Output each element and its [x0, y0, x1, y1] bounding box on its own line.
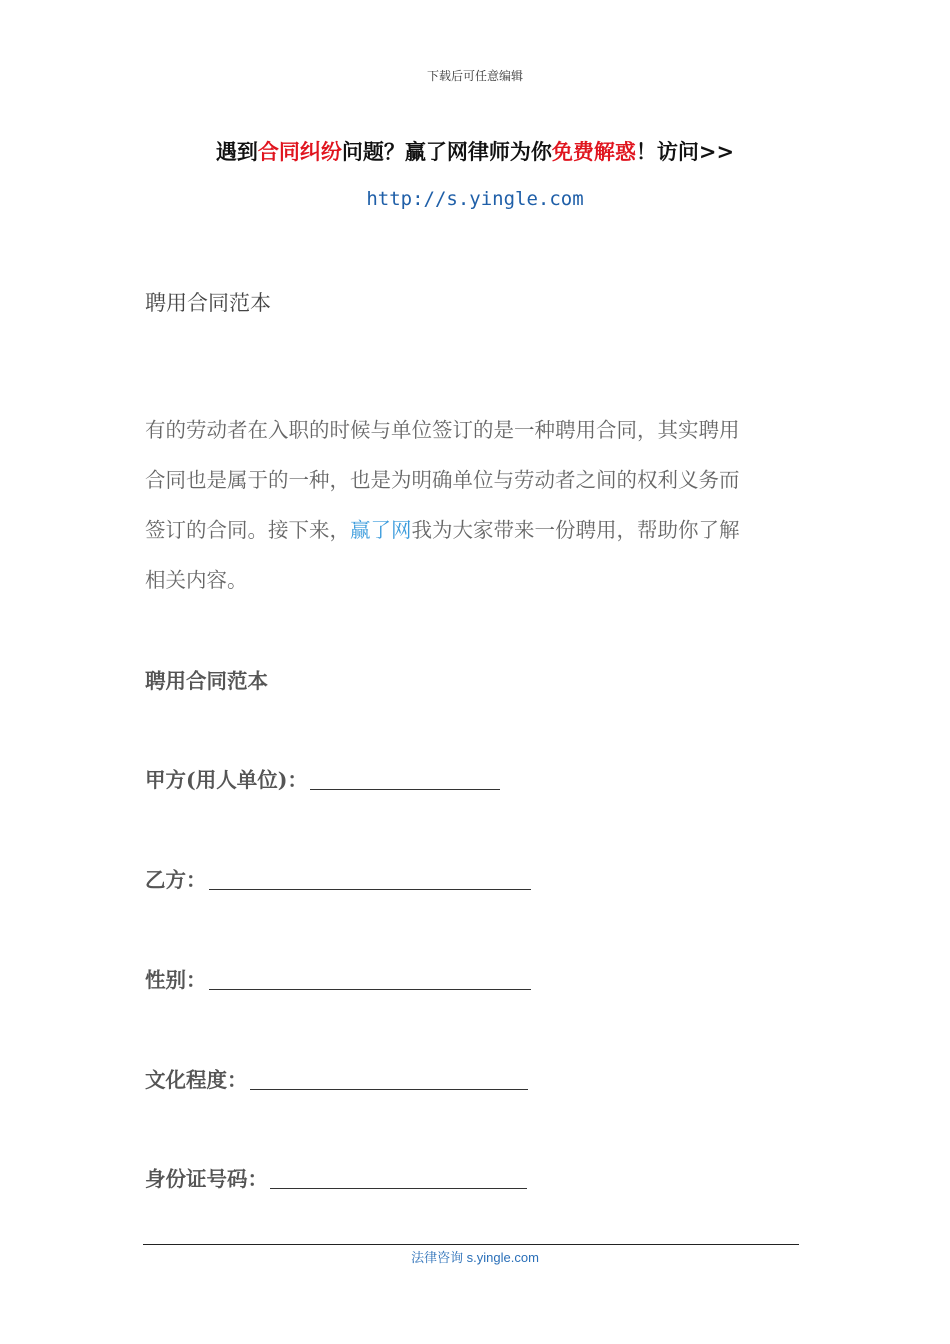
intro-line: 相关内容。 [145, 568, 248, 592]
field-education [145, 1063, 528, 1093]
field-label: 身份证号码： [145, 1167, 268, 1191]
field-label: 乙方： [145, 868, 207, 892]
promo-highlight-free: 免费解惑 [551, 139, 636, 164]
intro-paragraph [145, 405, 795, 605]
intro-line [145, 505, 795, 555]
field-party-b [145, 863, 531, 893]
fill-blank [270, 1168, 527, 1189]
fill-blank [209, 969, 531, 990]
field-id-number [145, 1162, 527, 1192]
intro-line: 合同也是属于的一种，也是为明确单位与劳动者之间的权利义务而 [145, 468, 740, 492]
document-title: 聘用合同范本 [145, 291, 271, 315]
field-party-a [145, 763, 500, 793]
promo-highlight-dispute: 合同纠纷 [257, 139, 342, 164]
field-label: 甲方(用人单位)： [145, 768, 308, 792]
field-label: 性别： [145, 968, 207, 992]
intro-site-link[interactable]: 赢了网 [350, 518, 412, 542]
intro-text: 签订的合同。接下来， [145, 518, 350, 542]
promo-text-3: ！访问>> [635, 139, 735, 164]
footer-divider [143, 1244, 799, 1245]
footer-link[interactable]: 法律咨询 s.yingle.com [411, 1250, 539, 1265]
promo-banner[interactable] [0, 136, 950, 166]
intro-text: 我为大家带来一份聘用，帮助你了解 [411, 518, 740, 542]
fill-blank [209, 869, 531, 890]
field-label: 文化程度： [145, 1068, 248, 1092]
field-gender [145, 963, 531, 993]
section-title: 聘用合同范本 [145, 669, 268, 693]
promo-link[interactable]: http://s.yingle.com [366, 188, 584, 210]
fill-blank [250, 1069, 528, 1090]
fill-blank [310, 769, 500, 790]
promo-text-1: 遇到 [215, 139, 258, 164]
promo-text-2: 问题？赢了网律师为你 [341, 139, 552, 164]
intro-line: 有的劳动者在入职的时候与单位签订的是一种聘用合同，其实聘用 [145, 418, 740, 442]
header-note: 下载后可任意编辑 [426, 69, 523, 83]
